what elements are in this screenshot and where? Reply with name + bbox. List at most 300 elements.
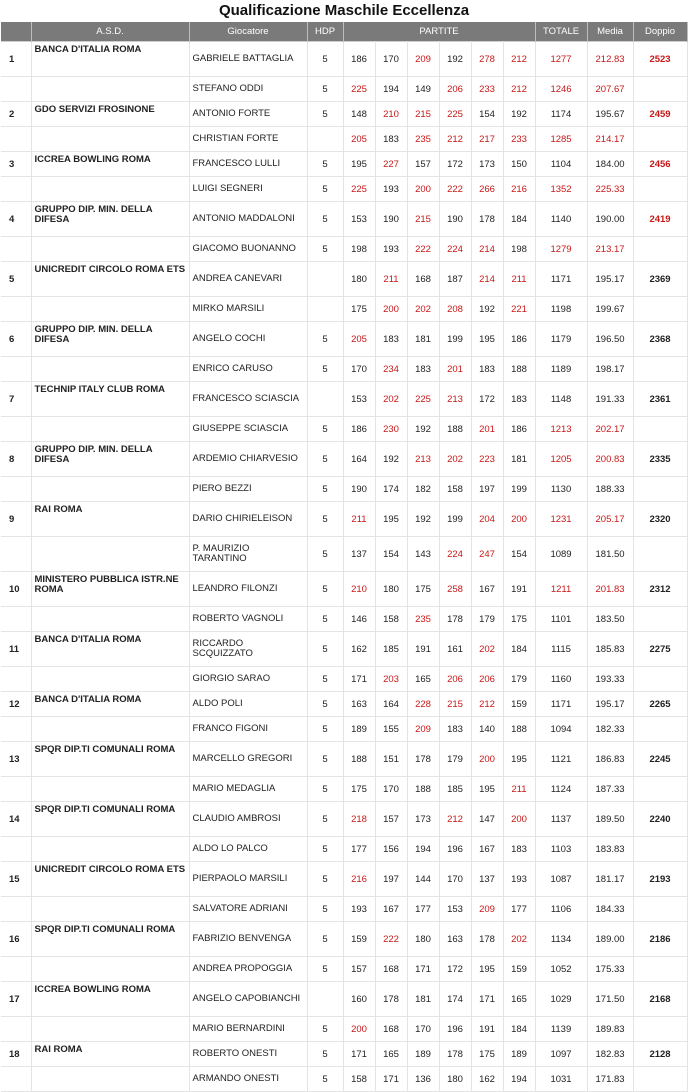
game-score: 182	[407, 477, 439, 502]
game-score: 174	[439, 982, 471, 1017]
player-name: ANGELO CAPOBIANCHI	[189, 982, 307, 1017]
player-name: LEANDRO FILONZI	[189, 572, 307, 607]
team-cell: SPQR DIP.TI COMUNALI ROMA	[31, 802, 189, 837]
game-score: 157	[375, 802, 407, 837]
game-score: 233	[471, 77, 503, 102]
avg-cell: 199.67	[587, 297, 633, 322]
game-score: 168	[375, 957, 407, 982]
player-name: PIERPAOLO MARSILI	[189, 862, 307, 897]
rank-cell	[1, 357, 31, 382]
game-score: 221	[503, 297, 535, 322]
table-row	[1, 177, 687, 202]
total-cell: 1148	[535, 382, 587, 417]
table-row	[1, 477, 687, 502]
team-cell	[31, 417, 189, 442]
game-score: 200	[503, 502, 535, 537]
double-cell: 2186	[633, 922, 687, 957]
hdp-cell	[307, 382, 343, 417]
game-score: 160	[343, 982, 375, 1017]
hdp-cell	[307, 262, 343, 297]
game-score: 156	[375, 837, 407, 862]
player-name: DARIO CHIRIELEISON	[189, 502, 307, 537]
avg-cell: 186.83	[587, 742, 633, 777]
player-name: GIORGIO SARAO	[189, 667, 307, 692]
total-cell: 1231	[535, 502, 587, 537]
team-cell: UNICREDIT CIRCOLO ROMA ETS	[31, 262, 189, 297]
game-score: 181	[407, 322, 439, 357]
player-name: ROBERTO VAGNOLI	[189, 607, 307, 632]
game-score: 215	[439, 692, 471, 717]
game-score: 224	[439, 237, 471, 262]
game-score: 188	[343, 742, 375, 777]
game-score: 202	[439, 442, 471, 477]
game-score: 216	[343, 862, 375, 897]
game-score: 192	[407, 417, 439, 442]
game-score: 225	[343, 77, 375, 102]
player-name: GIACOMO BUONANNO	[189, 237, 307, 262]
hdp-cell: 5	[307, 607, 343, 632]
total-cell: 1124	[535, 777, 587, 802]
standings-body	[1, 42, 687, 1092]
table-row	[1, 922, 687, 957]
game-score: 225	[407, 382, 439, 417]
game-score: 177	[503, 897, 535, 922]
game-score: 171	[407, 957, 439, 982]
avg-cell: 185.83	[587, 632, 633, 667]
header-asd: A.S.D.	[31, 22, 189, 42]
game-score: 181	[503, 442, 535, 477]
team-cell: RAI ROMA	[31, 502, 189, 537]
table-row	[1, 322, 687, 357]
game-score: 170	[375, 42, 407, 77]
team-cell: GRUPPO DIP. MIN. DELLA DIFESA	[31, 322, 189, 357]
game-score: 172	[471, 382, 503, 417]
player-name: FRANCESCO LULLI	[189, 152, 307, 177]
player-name: LUIGI SEGNERI	[189, 177, 307, 202]
game-score: 151	[375, 742, 407, 777]
hdp-cell: 5	[307, 1042, 343, 1067]
double-cell	[633, 717, 687, 742]
double-cell: 2193	[633, 862, 687, 897]
double-cell	[633, 897, 687, 922]
team-cell	[31, 127, 189, 152]
game-score: 171	[343, 667, 375, 692]
avg-cell: 183.50	[587, 607, 633, 632]
team-cell: MINISTERO PUBBLICA ISTR.NE ROMA	[31, 572, 189, 607]
game-score: 158	[439, 477, 471, 502]
table-row	[1, 777, 687, 802]
hdp-cell: 5	[307, 837, 343, 862]
avg-cell: 189.83	[587, 1017, 633, 1042]
table-row	[1, 862, 687, 897]
total-cell: 1277	[535, 42, 587, 77]
game-score: 167	[471, 837, 503, 862]
avg-cell: 195.17	[587, 262, 633, 297]
game-score: 154	[503, 537, 535, 572]
double-cell: 2128	[633, 1042, 687, 1067]
game-score: 170	[375, 777, 407, 802]
hdp-cell: 5	[307, 102, 343, 127]
total-cell: 1139	[535, 1017, 587, 1042]
double-cell	[633, 357, 687, 382]
avg-cell: 198.17	[587, 357, 633, 382]
game-score: 178	[439, 1042, 471, 1067]
double-cell: 2456	[633, 152, 687, 177]
player-name: ARMANDO ONESTI	[189, 1067, 307, 1092]
game-score: 172	[439, 152, 471, 177]
avg-cell: 202.17	[587, 417, 633, 442]
game-score: 173	[407, 802, 439, 837]
avg-cell: 188.33	[587, 477, 633, 502]
game-score: 193	[375, 237, 407, 262]
table-row	[1, 1042, 687, 1067]
avg-cell: 181.50	[587, 537, 633, 572]
double-cell	[633, 417, 687, 442]
game-score: 190	[343, 477, 375, 502]
double-cell: 2368	[633, 322, 687, 357]
total-cell: 1089	[535, 537, 587, 572]
table-row	[1, 717, 687, 742]
table-row	[1, 127, 687, 152]
game-score: 225	[343, 177, 375, 202]
avg-cell: 184.33	[587, 897, 633, 922]
game-score: 188	[503, 717, 535, 742]
game-score: 202	[503, 922, 535, 957]
game-score: 228	[407, 692, 439, 717]
hdp-cell: 5	[307, 177, 343, 202]
team-cell	[31, 607, 189, 632]
game-score: 186	[343, 417, 375, 442]
game-score: 177	[343, 837, 375, 862]
game-score: 199	[439, 502, 471, 537]
player-name: FABRIZIO BENVENGA	[189, 922, 307, 957]
game-score: 200	[503, 802, 535, 837]
game-score: 199	[439, 322, 471, 357]
team-cell	[31, 297, 189, 322]
header-pos	[1, 22, 31, 42]
game-score: 158	[343, 1067, 375, 1092]
game-score: 186	[503, 322, 535, 357]
total-cell: 1094	[535, 717, 587, 742]
game-score: 193	[343, 897, 375, 922]
total-cell: 1140	[535, 202, 587, 237]
hdp-cell: 5	[307, 717, 343, 742]
hdp-cell: 5	[307, 572, 343, 607]
player-name: MIRKO MARSILI	[189, 297, 307, 322]
game-score: 192	[503, 102, 535, 127]
hdp-cell: 5	[307, 957, 343, 982]
rank-cell	[1, 777, 31, 802]
game-score: 213	[439, 382, 471, 417]
double-cell	[633, 957, 687, 982]
player-name: ALDO POLI	[189, 692, 307, 717]
rank-cell: 2	[1, 102, 31, 127]
double-cell: 2369	[633, 262, 687, 297]
game-score: 163	[439, 922, 471, 957]
rank-cell: 4	[1, 202, 31, 237]
game-score: 200	[407, 177, 439, 202]
game-score: 201	[471, 417, 503, 442]
double-cell	[633, 127, 687, 152]
game-score: 210	[343, 572, 375, 607]
game-score: 153	[343, 382, 375, 417]
game-score: 195	[343, 152, 375, 177]
game-score: 178	[471, 922, 503, 957]
player-name: ENRICO CARUSO	[189, 357, 307, 382]
table-row	[1, 982, 687, 1017]
double-cell: 2523	[633, 42, 687, 77]
hdp-cell: 5	[307, 152, 343, 177]
game-score: 196	[439, 837, 471, 862]
game-score: 140	[471, 717, 503, 742]
game-score: 179	[503, 667, 535, 692]
total-cell: 1106	[535, 897, 587, 922]
rank-cell: 14	[1, 802, 31, 837]
game-score: 186	[343, 42, 375, 77]
game-score: 214	[471, 237, 503, 262]
game-score: 164	[343, 442, 375, 477]
game-score: 159	[503, 957, 535, 982]
total-cell: 1115	[535, 632, 587, 667]
team-cell: TECHNIP ITALY CLUB ROMA	[31, 382, 189, 417]
team-cell	[31, 177, 189, 202]
total-cell: 1205	[535, 442, 587, 477]
team-cell	[31, 77, 189, 102]
hdp-cell: 5	[307, 357, 343, 382]
total-cell: 1104	[535, 152, 587, 177]
game-score: 193	[375, 177, 407, 202]
player-name: CLAUDIO AMBROSI	[189, 802, 307, 837]
game-score: 200	[471, 742, 503, 777]
table-row	[1, 297, 687, 322]
double-cell	[633, 667, 687, 692]
rank-cell: 10	[1, 572, 31, 607]
game-score: 192	[375, 442, 407, 477]
total-cell: 1103	[535, 837, 587, 862]
game-score: 195	[471, 957, 503, 982]
rank-cell	[1, 477, 31, 502]
rank-cell	[1, 717, 31, 742]
game-score: 212	[439, 802, 471, 837]
game-score: 159	[503, 692, 535, 717]
standings-table	[1, 22, 688, 1092]
avg-cell: 195.67	[587, 102, 633, 127]
game-score: 215	[407, 102, 439, 127]
rank-cell	[1, 417, 31, 442]
game-score: 163	[343, 692, 375, 717]
hdp-cell: 5	[307, 777, 343, 802]
double-cell: 2419	[633, 202, 687, 237]
game-score: 136	[407, 1067, 439, 1092]
game-score: 197	[471, 477, 503, 502]
table-row	[1, 102, 687, 127]
table-row	[1, 152, 687, 177]
header-double: Doppio	[633, 22, 687, 42]
player-name: ARDEMIO CHIARVESIO	[189, 442, 307, 477]
double-cell	[633, 297, 687, 322]
total-cell: 1352	[535, 177, 587, 202]
game-score: 194	[407, 837, 439, 862]
team-cell: RAI ROMA	[31, 1042, 189, 1067]
game-score: 209	[407, 42, 439, 77]
rank-cell	[1, 957, 31, 982]
avg-cell: 187.33	[587, 777, 633, 802]
game-score: 147	[471, 802, 503, 837]
rank-cell	[1, 837, 31, 862]
avg-cell: 196.50	[587, 322, 633, 357]
total-cell: 1179	[535, 322, 587, 357]
game-score: 185	[375, 632, 407, 667]
double-cell: 2168	[633, 982, 687, 1017]
hdp-cell: 5	[307, 692, 343, 717]
double-cell	[633, 607, 687, 632]
game-score: 168	[375, 1017, 407, 1042]
game-score: 216	[503, 177, 535, 202]
table-row	[1, 42, 687, 77]
hdp-cell: 5	[307, 862, 343, 897]
avg-cell: 205.17	[587, 502, 633, 537]
player-name: ANDREA PROPOGGIA	[189, 957, 307, 982]
team-cell	[31, 667, 189, 692]
game-score: 200	[375, 297, 407, 322]
hdp-cell: 5	[307, 502, 343, 537]
table-row	[1, 837, 687, 862]
game-score: 188	[503, 357, 535, 382]
game-score: 195	[471, 777, 503, 802]
total-cell: 1213	[535, 417, 587, 442]
total-cell: 1198	[535, 297, 587, 322]
game-score: 212	[439, 127, 471, 152]
table-row	[1, 667, 687, 692]
game-score: 180	[439, 1067, 471, 1092]
player-name: FRANCESCO SCIASCIA	[189, 382, 307, 417]
game-score: 197	[375, 862, 407, 897]
hdp-cell	[307, 982, 343, 1017]
rank-cell: 9	[1, 502, 31, 537]
team-cell: BANCA D'ITALIA ROMA	[31, 42, 189, 77]
header-row	[1, 22, 687, 42]
header-total: TOTALE	[535, 22, 587, 42]
double-cell	[633, 77, 687, 102]
game-score: 204	[471, 502, 503, 537]
rank-cell: 17	[1, 982, 31, 1017]
game-score: 211	[503, 262, 535, 297]
rank-cell	[1, 1067, 31, 1092]
game-score: 202	[407, 297, 439, 322]
team-cell: SPQR DIP.TI COMUNALI ROMA	[31, 742, 189, 777]
game-score: 210	[375, 102, 407, 127]
table-row	[1, 357, 687, 382]
avg-cell: 207.67	[587, 77, 633, 102]
game-score: 181	[407, 982, 439, 1017]
game-score: 158	[375, 607, 407, 632]
double-cell	[633, 477, 687, 502]
total-cell: 1029	[535, 982, 587, 1017]
game-score: 178	[407, 742, 439, 777]
team-cell	[31, 537, 189, 572]
total-cell: 1101	[535, 607, 587, 632]
table-row	[1, 1067, 687, 1092]
game-score: 211	[343, 502, 375, 537]
table-row	[1, 262, 687, 297]
hdp-cell: 5	[307, 202, 343, 237]
player-name: ANTONIO MADDALONI	[189, 202, 307, 237]
player-name: SALVATORE ADRIANI	[189, 897, 307, 922]
player-name: CHRISTIAN FORTE	[189, 127, 307, 152]
game-score: 235	[407, 607, 439, 632]
hdp-cell: 5	[307, 897, 343, 922]
game-score: 146	[343, 607, 375, 632]
game-score: 183	[375, 322, 407, 357]
game-score: 258	[439, 572, 471, 607]
game-score: 154	[375, 537, 407, 572]
total-cell: 1160	[535, 667, 587, 692]
hdp-cell	[307, 297, 343, 322]
rank-cell: 1	[1, 42, 31, 77]
double-cell	[633, 537, 687, 572]
avg-cell: 171.50	[587, 982, 633, 1017]
game-score: 191	[407, 632, 439, 667]
table-row	[1, 742, 687, 777]
game-score: 175	[343, 297, 375, 322]
game-score: 203	[375, 667, 407, 692]
game-score: 227	[375, 152, 407, 177]
game-score: 171	[343, 1042, 375, 1067]
hdp-cell: 5	[307, 477, 343, 502]
game-score: 195	[503, 742, 535, 777]
rank-cell: 16	[1, 922, 31, 957]
game-score: 168	[407, 262, 439, 297]
rank-cell: 8	[1, 442, 31, 477]
game-score: 171	[471, 982, 503, 1017]
game-score: 183	[503, 837, 535, 862]
game-score: 170	[343, 357, 375, 382]
team-cell	[31, 717, 189, 742]
double-cell	[633, 777, 687, 802]
total-cell: 1285	[535, 127, 587, 152]
game-score: 198	[503, 237, 535, 262]
player-name: GIUSEPPE SCIASCIA	[189, 417, 307, 442]
double-cell	[633, 177, 687, 202]
game-score: 217	[471, 127, 503, 152]
game-score: 173	[471, 152, 503, 177]
team-cell	[31, 777, 189, 802]
rank-cell: 12	[1, 692, 31, 717]
game-score: 159	[343, 922, 375, 957]
game-score: 175	[343, 777, 375, 802]
game-score: 192	[407, 502, 439, 537]
player-name: ANGELO COCHI	[189, 322, 307, 357]
game-score: 196	[439, 1017, 471, 1042]
total-cell: 1087	[535, 862, 587, 897]
game-score: 199	[503, 477, 535, 502]
team-cell	[31, 1017, 189, 1042]
table-row	[1, 897, 687, 922]
game-score: 235	[407, 127, 439, 152]
hdp-cell: 5	[307, 922, 343, 957]
game-score: 188	[439, 417, 471, 442]
game-score: 212	[503, 42, 535, 77]
team-cell: GDO SERVIZI FROSINONE	[31, 102, 189, 127]
rank-cell: 13	[1, 742, 31, 777]
game-score: 194	[375, 77, 407, 102]
game-score: 225	[439, 102, 471, 127]
hdp-cell: 5	[307, 322, 343, 357]
table-row	[1, 77, 687, 102]
rank-cell: 6	[1, 322, 31, 357]
game-score: 178	[471, 202, 503, 237]
game-score: 137	[471, 862, 503, 897]
